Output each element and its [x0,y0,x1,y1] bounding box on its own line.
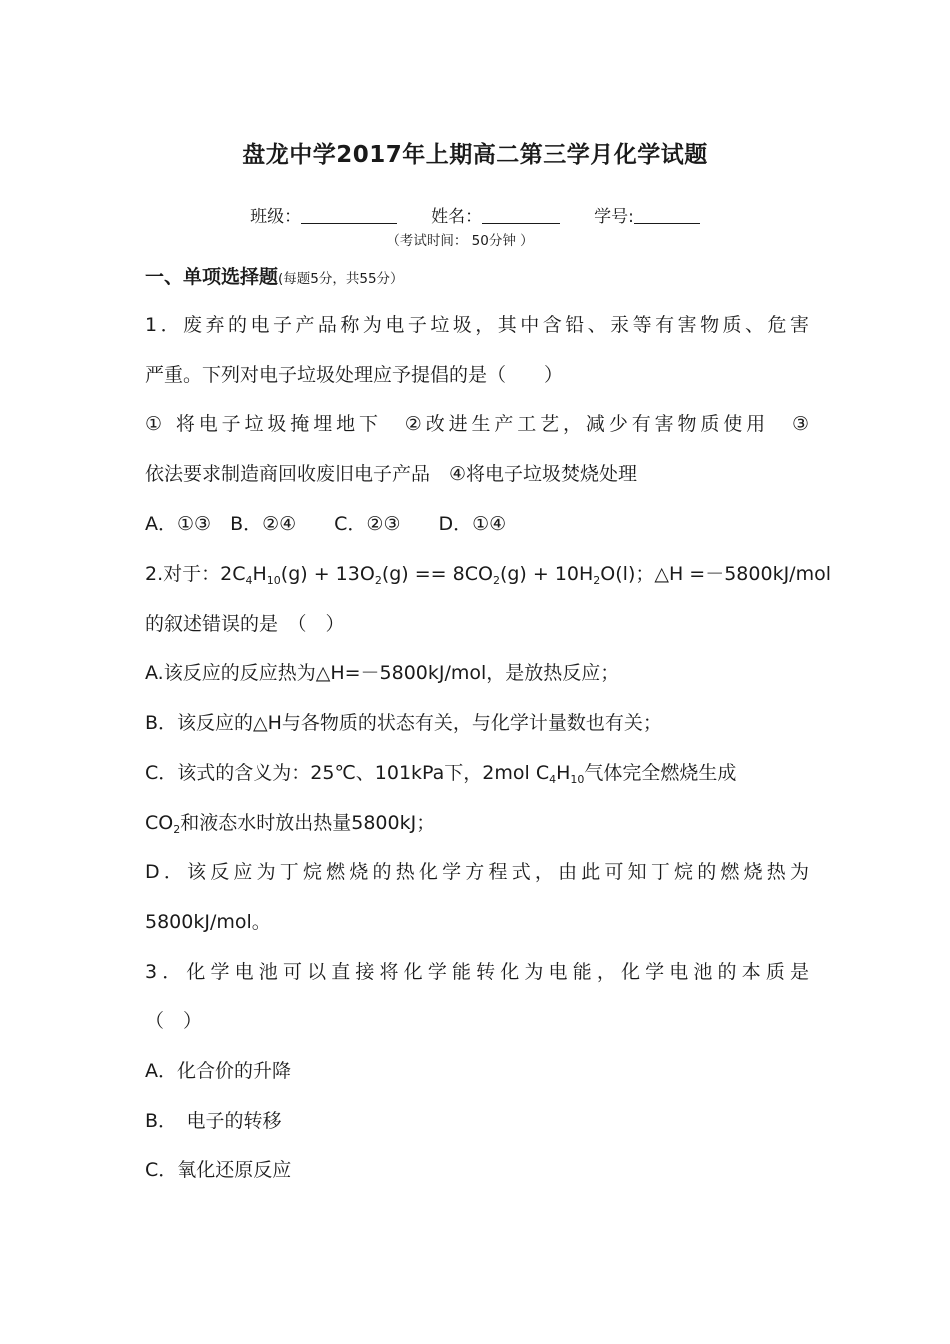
id-blank [634,205,700,224]
eq-subscript: 4 [245,574,253,587]
option-text: 和液态水时放出热量5800kJ； [180,812,436,834]
eq-text: (g) == 8CO [381,563,493,585]
q1-stem-line-1: 1．废弃的电子产品称为电子垃圾，其中含铅、汞等有害物质、危害 [145,314,809,336]
q1-stem-line-2: 严重。下列对电子垃圾处理应予提倡的是（ ） [145,364,564,386]
q3-stem-line-2: （ ） [145,1010,203,1032]
section-heading [145,262,404,289]
option-text: 气体完全燃烧生成 [584,762,737,784]
option-subscript: 4 [549,773,557,786]
option-text: C．该式的含义为：25℃、101kPa下，2mol C [145,762,550,784]
id-label: 学号: [594,207,634,227]
q1-statement-line-2: 依法要求制造商回收废旧电子产品 ④将电子垃圾焚烧处理 [145,463,638,485]
q2-option-d-line-2: 5800kJ/mol。 [145,911,271,933]
eq-text: H [252,563,267,585]
option-text: H [556,762,571,784]
q2-option-a: A.该反应的反应热为△H=－5800kJ/mol，是放热反应； [145,662,620,684]
eq-text: (g) + 13O [280,563,375,585]
option-text: CO [145,812,174,834]
q3-option-a: A．化合价的升降 [145,1060,291,1082]
q2-stem: 的叙述错误的是 （ ） [145,613,345,635]
eq-subscript: 10 [266,574,281,587]
q3-option-b: B． 电子的转移 [145,1110,282,1132]
q2-option-b: B．该反应的△H与各物质的状态有关，与化学计量数也有关； [145,712,662,734]
section-note: (每题5分，共55分） [278,271,404,287]
q3-stem-line-1: 3．化学电池可以直接将化学能转化为电能，化学电池的本质是 [145,961,809,983]
class-label: 班级： [250,207,302,227]
eq-subscript: 2 [492,574,500,587]
q2-option-d-line-1: D．该反应为丁烷燃烧的热化学方程式，由此可知丁烷的燃烧热为 [145,861,809,883]
eq-text: 2.对于：2C [145,563,246,585]
student-info-row [0,202,950,227]
exam-time-note: （考试时间： 50分钟 ） [386,233,534,249]
eq-subscript: 2 [593,574,601,587]
name-blank [482,205,560,224]
page-title: 盘龙中学2017年上期高二第三学月化学试题 [242,142,708,168]
name-label: 姓名： [431,207,483,227]
q3-option-c: C．氧化还原反应 [145,1159,292,1181]
eq-subscript: 2 [374,574,382,587]
class-blank [301,205,397,224]
option-subscript: 10 [570,773,585,786]
q1-statement-line-1: ① 将电子垃圾掩埋地下 ②改进生产工艺，减少有害物质使用 ③ [145,413,809,435]
option-subscript: 2 [173,823,181,836]
q2-equation [145,560,831,588]
q1-options: A．①③ B．②④ C．②③ D．①④ [145,513,507,535]
section-title: 一、单项选择题 [145,266,279,288]
eq-text: O(l)；△H =－5800kJ/mol [600,563,831,585]
q2-option-c-line-2 [145,809,809,837]
q2-option-c-line-1 [145,759,809,787]
eq-text: (g) + 10H [499,563,594,585]
